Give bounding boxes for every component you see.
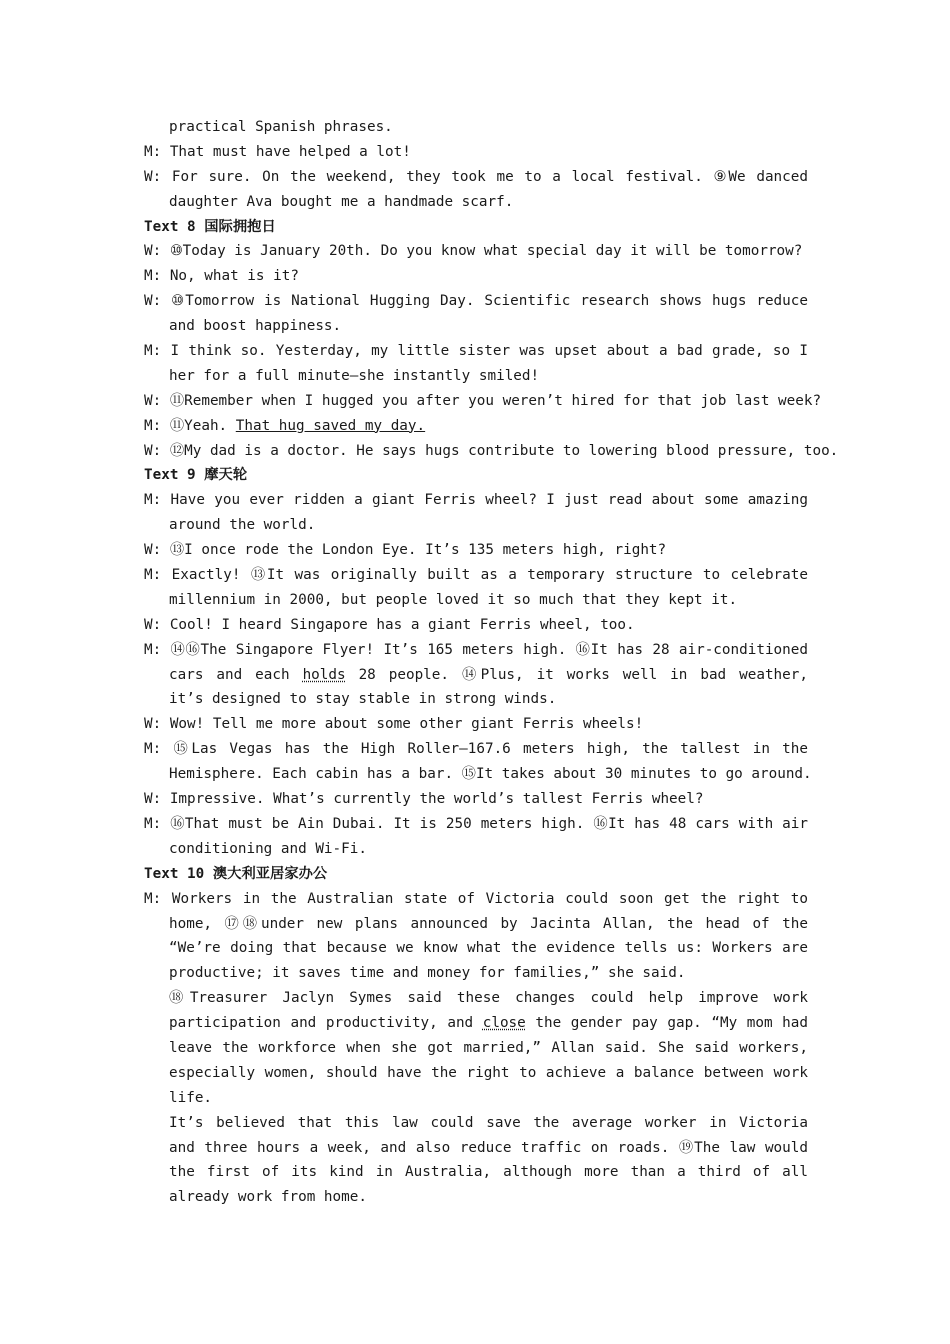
line-text: W: Impressive. What’s currently the world’s tallest Ferris wheel? bbox=[144, 791, 704, 808]
transcript-line bbox=[144, 762, 812, 787]
section-heading bbox=[144, 463, 808, 488]
transcript-line bbox=[144, 638, 808, 663]
line-text: W: Wow! Tell me more about some other giant Ferris wheels! bbox=[144, 716, 644, 733]
line-text: Text 8 国际拥抱日 bbox=[144, 218, 276, 235]
section-heading bbox=[144, 215, 808, 240]
transcript-line bbox=[144, 1111, 808, 1136]
transcript-line bbox=[144, 588, 808, 613]
line-text: home, ⑰⑱under new plans announced by Jacinta Allan, the head of the bbox=[169, 915, 808, 932]
transcript-line bbox=[144, 513, 808, 538]
transcript-line bbox=[144, 563, 808, 588]
transcript-line bbox=[144, 1011, 808, 1036]
transcript-line bbox=[144, 414, 808, 439]
line-text-continued: the gender pay gap. “My mom had bbox=[535, 1015, 808, 1032]
line-text: Text 10 澳大利亚居家办公 bbox=[144, 865, 328, 882]
line-text: M: That must have helped a lot! bbox=[144, 143, 411, 160]
line-text: millennium in 2000, but people loved it so much that they kept it. bbox=[169, 591, 738, 608]
transcript-line bbox=[144, 663, 808, 688]
line-text: especially women, should have the right to achieve a balance between work bbox=[169, 1064, 808, 1081]
transcript-line bbox=[144, 239, 808, 264]
transcript-line bbox=[144, 1061, 808, 1086]
transcript-line bbox=[144, 314, 808, 339]
transcript-line bbox=[144, 961, 808, 986]
transcript-line bbox=[144, 986, 808, 1011]
line-text: already work from home. bbox=[169, 1189, 367, 1206]
line-text: W: ⑩Tomorrow is National Hugging Day. Scientific research shows hugs reduce bbox=[144, 293, 808, 310]
transcript-line bbox=[144, 538, 808, 563]
line-text: M: Exactly! ⑬It was originally built as a temporary structure to celebrate bbox=[144, 567, 808, 584]
transcript-line bbox=[144, 1086, 808, 1111]
transcript-line bbox=[144, 264, 808, 289]
line-text: around the world. bbox=[169, 517, 316, 534]
transcript-line bbox=[144, 912, 808, 937]
transcript-body bbox=[144, 115, 839, 1210]
line-text: Text 9 摩天轮 bbox=[144, 467, 248, 484]
line-text: the first of its kind in Australia, although more than a third of all bbox=[169, 1164, 808, 1181]
transcript-line bbox=[144, 190, 808, 215]
line-text: W: For sure. On the weekend, they took me to a local festival. ⑨We danced bbox=[144, 168, 808, 185]
line-text: M: Have you ever ridden a giant Ferris wheel? I just read about some amazing bbox=[144, 492, 808, 509]
transcript-line bbox=[144, 439, 839, 464]
line-text: and three hours a week, and also reduce traffic on roads. ⑲The law would bbox=[169, 1139, 808, 1156]
transcript-line bbox=[144, 812, 808, 837]
line-text: M: ⑪Yeah. bbox=[144, 417, 236, 434]
transcript-line bbox=[144, 613, 808, 638]
transcript-line bbox=[144, 936, 808, 961]
line-text: participation and productivity, and bbox=[169, 1015, 483, 1032]
line-text: Hemisphere. Each cabin has a bar. ⑮It takes about 30 minutes to go around. bbox=[169, 766, 812, 783]
line-text: W: ⑪Remember when I hugged you after you weren’t hired for that job last week? bbox=[144, 392, 822, 409]
line-text: and boost happiness. bbox=[169, 318, 342, 335]
line-text: practical Spanish phrases. bbox=[169, 119, 393, 135]
line-text: W: ⑫My dad is a doctor. He says hugs contribute to lowering blood pressure, too. bbox=[144, 442, 839, 459]
transcript-line bbox=[144, 165, 808, 190]
dotted-underlined-word: close bbox=[482, 1015, 526, 1032]
transcript-line bbox=[144, 1160, 808, 1185]
transcript-line bbox=[144, 787, 808, 812]
line-text: it’s designed to stay stable in strong winds. bbox=[169, 691, 557, 708]
line-text: “We’re doing that because we know what the evidence tells us: Workers are bbox=[169, 940, 808, 957]
transcript-line bbox=[144, 837, 808, 862]
line-text: cars and each bbox=[169, 666, 303, 683]
line-text: M: ⑭⑯The Singapore Flyer! It’s 165 meters high. ⑯It has 28 air-conditioned bbox=[144, 641, 808, 658]
transcript-line bbox=[144, 887, 808, 912]
line-text: leave the workforce when she got married,” Allan said. She said workers, bbox=[169, 1039, 808, 1056]
line-text: W: ⑩Today is January 20th. Do you know what special day it will be tomorrow? bbox=[144, 243, 803, 260]
transcript-line bbox=[144, 364, 808, 389]
transcript-line bbox=[144, 339, 808, 364]
line-text: W: ⑬I once rode the London Eye. It’s 135 meters high, right? bbox=[144, 542, 667, 559]
transcript-line bbox=[144, 1185, 808, 1210]
transcript-line bbox=[144, 115, 808, 140]
line-text: W: Cool! I heard Singapore has a giant Ferris wheel, too. bbox=[144, 616, 635, 633]
line-text: It’s believed that this law could save the average worker in Victoria bbox=[169, 1114, 808, 1131]
line-text: M: Workers in the Australian state of Victoria could soon get the right to bbox=[144, 890, 808, 907]
underlined-phrase: That hug saved my day. bbox=[235, 417, 426, 434]
line-text: M: ⑯That must be Ain Dubai. It is 250 meters high. ⑯It has 48 cars with air bbox=[144, 815, 808, 832]
transcript-line bbox=[144, 289, 808, 314]
transcript-line bbox=[144, 488, 808, 513]
line-text: her for a full minute—she instantly smiled! bbox=[169, 367, 540, 384]
section-heading bbox=[144, 862, 808, 887]
line-text: daughter Ava bought me a handmade scarf. bbox=[169, 193, 514, 210]
line-text: life. bbox=[169, 1089, 213, 1106]
transcript-line bbox=[144, 389, 822, 414]
transcript-line bbox=[144, 140, 808, 165]
transcript-line bbox=[144, 687, 808, 712]
transcript-line bbox=[144, 737, 808, 762]
transcript-line bbox=[144, 1036, 808, 1061]
dotted-underlined-word: holds bbox=[302, 666, 346, 683]
line-text-continued: 28 people. ⑭Plus, it works well in bad weather, bbox=[358, 666, 808, 683]
line-text: productive; it saves time and money for families,” she said. bbox=[169, 965, 686, 982]
transcript-line bbox=[144, 1136, 808, 1161]
line-text: M: No, what is it? bbox=[144, 268, 299, 285]
line-text: M: ⑮Las Vegas has the High Roller—167.6 meters high, the tallest in the bbox=[144, 741, 808, 758]
line-text: conditioning and Wi-Fi. bbox=[169, 840, 367, 857]
line-text: M: I think so. Yesterday, my little sister was upset about a bad grade, so I bbox=[144, 343, 808, 360]
line-text: ⑱Treasurer Jaclyn Symes said these changes could help improve work bbox=[169, 990, 808, 1007]
transcript-line bbox=[144, 712, 808, 737]
